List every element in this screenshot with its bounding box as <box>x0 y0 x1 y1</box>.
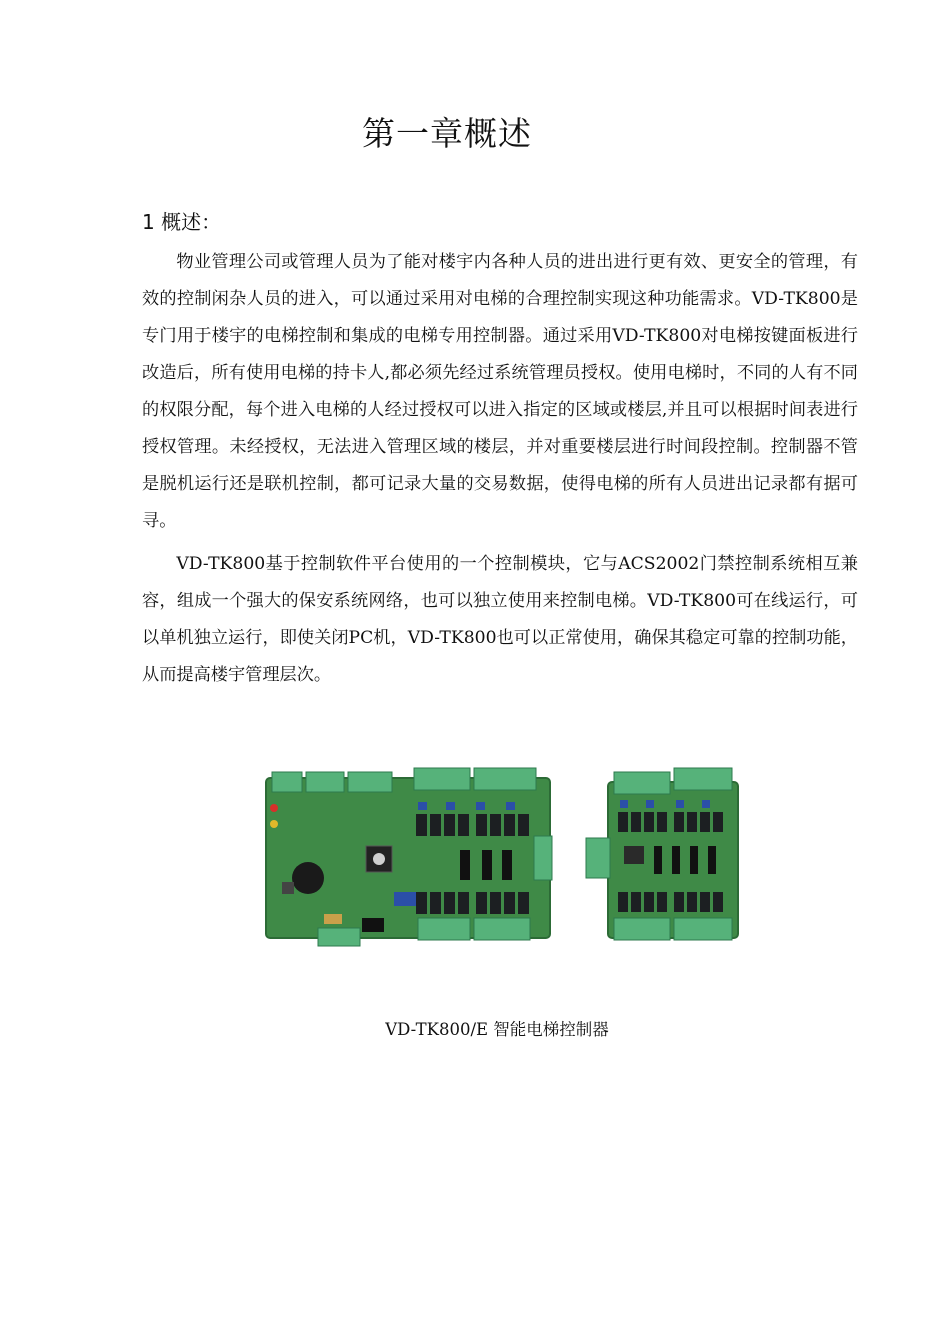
product-photo <box>262 742 742 958</box>
controller-board-extension <box>586 768 738 940</box>
section-heading: 1 概述： <box>142 210 222 234</box>
controller-board-main <box>266 768 552 946</box>
body-paragraph-2: VD-TK800基于控制软件平台使用的一个控制模块，它与ACS2002门禁控制系统相互兼容，组成一个强大的保安系统网络，也可以独立使用来控制电梯。VD-TK800可在线运行，可以单机独立运行，即使关闭PC机，VD-TK800也可以正常使用，确保其稳定可靠的控制功能，从而提高楼宇管理层次。 <box>142 554 858 685</box>
body-paragraph-1: 物业管理公司或管理人员为了能对楼宇内各种人员的进出进行更有效、更安全的管理，有效的控制闲杂人员的进入，可以通过采用对电梯的合理控制实现这种功能需求。VD-TK800是专门用于楼宇的电梯控制和集成的电梯专用控制器。通过采用VD-TK800对电梯按键面板进行改造后，所有使用电梯的持卡人,都必须先经过系统管理员授权。使用电梯时，不同的人有不同的权限分配，每个进入电梯的人经过授权可以进入指定的区域或楼层,并且可以根据时间表进行授权管理。未经授权，无法进入管理区域的楼层，并对重要楼层进行时间段控制。控制器不管是脱机运行还是联机控制，都可记录大量的交易数据，使得电梯的所有人员进出记录都有据可寻。 <box>142 252 858 531</box>
figure-caption: VD-TK800/E 智能电梯控制器 <box>385 1020 609 1039</box>
page-title: 第一章概述 <box>362 114 532 153</box>
